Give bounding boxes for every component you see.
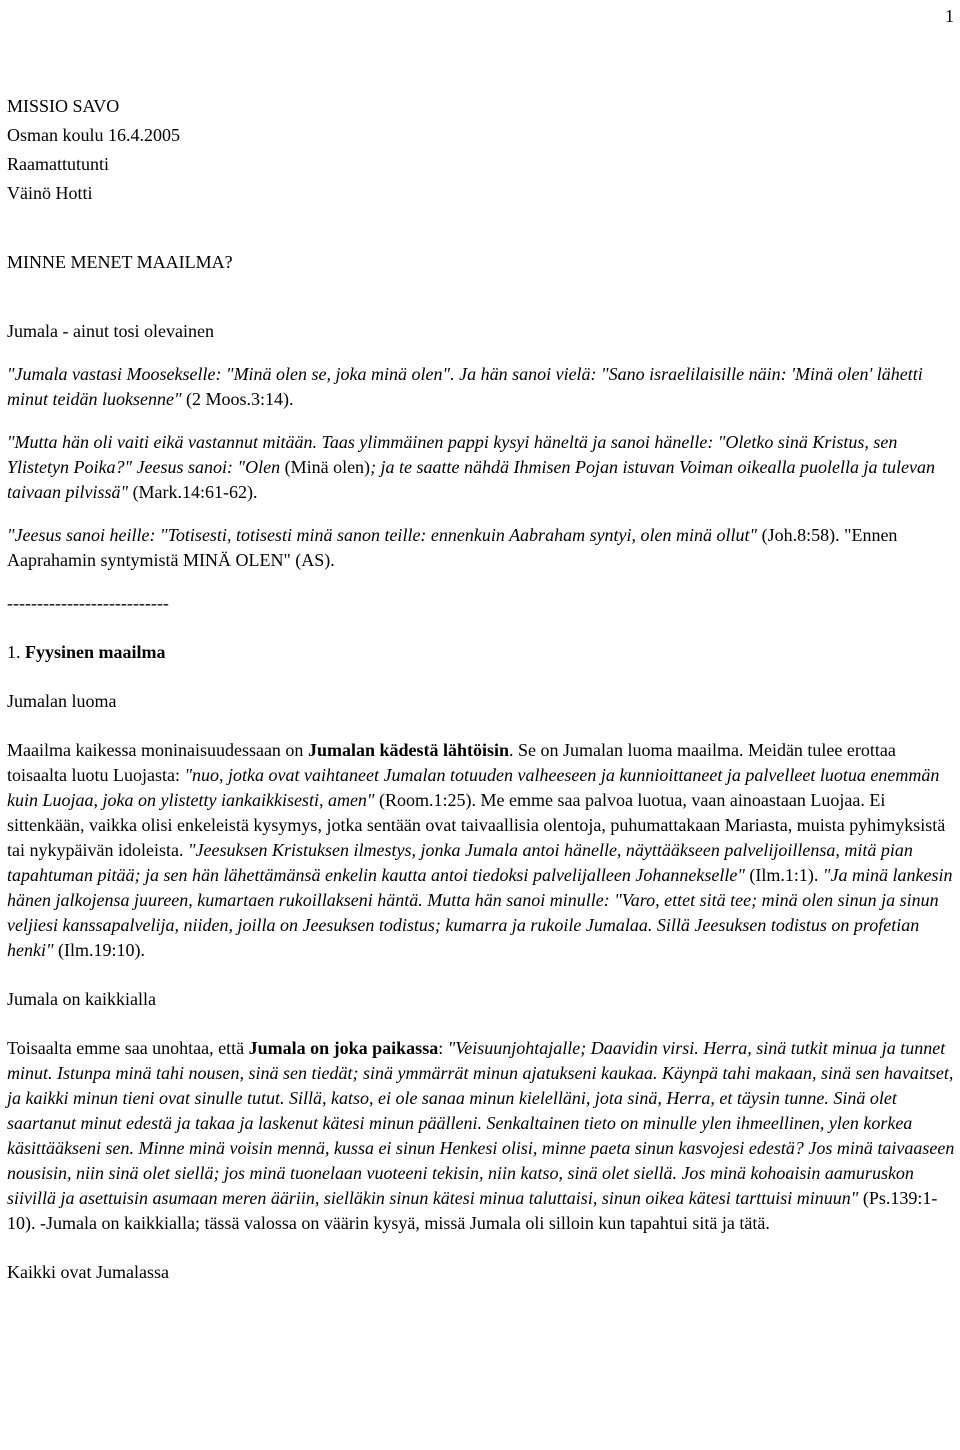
plain-text: Maailma kaikessa moninaisuudessaan on	[7, 740, 308, 760]
event-line: Osman koulu 16.4.2005	[7, 125, 180, 145]
document-title: MINNE MENET MAAILMA?	[7, 252, 233, 272]
plain-text: . Se on Jumalan luoma maailma. Meidän tulee erottaa toisaalta luotu Luojasta:	[7, 740, 896, 785]
page-number: 1	[945, 6, 954, 26]
reference: (2 Moos.3:14).	[181, 389, 294, 409]
quote-text: "Ja minä lankesin hänen jalkojensa juureen, kumartaen rukoillakseni häntä. Mutta hän sanoi minulle: "Varo, ettet sitä tee; minä olen sinun ja sinun veljiesi kanssapalvelija, niiden, joilla on Jeesuksen todistus; kumarra ja rukoile Jumalaa. Sillä Jeesuksen todistus on profetian henki"	[7, 865, 953, 960]
subheading: Kaikki ovat Jumalassa	[7, 1262, 169, 1282]
bold-text: Jumalan kädestä lähtöisin	[307, 740, 509, 760]
reference: (Joh.8:58). "Ennen Aaprahamin syntymistä MINÄ OLEN" (AS).	[7, 525, 898, 570]
paragraph	[7, 430, 957, 505]
quote-text: "nuo, jotka ovat vaihtaneet Jumalan totuuden valheeseen ja kunnioittaneet ja palvelleet luotua enemmän kuin Luojaa, joka on ylistetty iankaikkisesti, amen"	[7, 765, 940, 810]
paragraph	[7, 1036, 957, 1236]
plain-text: (Ilm.1:1).	[744, 865, 823, 885]
plain-text: (Room.1:25). Me emme saa palvoa luotua, vaan ainoastaan Luojaa. Ei sittenkään, vaikka olisi enkeleistä kysymys, jotka sentään ovat taivaallisia olentoja, puhumattakaan Mariasta, muista pyhimyksistä tai nykypäivän idoleista.	[7, 790, 946, 860]
quote-text: "Mutta hän oli vaiti eikä vastannut mitään. Taas ylimmäinen pappi kysyi häneltä ja sanoi hänelle: "Oletko sinä Kristus, sen Ylistetyn Poika?" Jeesus sanoi: "Olen	[7, 432, 898, 477]
paragraph	[7, 362, 957, 412]
quote-text: ; ja te saatte nähdä Ihmisen Pojan istuvan Voiman oikealla puolella ja tulevan taivaan pilvissä"	[7, 457, 935, 502]
bold-text: Jumala on joka paikassa	[248, 1038, 439, 1058]
document-header	[7, 92, 957, 208]
quote-text: "Jumala vastasi Moosekselle: "Minä olen se, joka minä olen". Ja hän sanoi vielä: "Sano israelilaisille näin: 'Minä olen' lähetti minut teidän luoksenne"	[7, 364, 923, 409]
plain-text: :	[438, 1038, 448, 1058]
separator-line: ---------------------------	[7, 593, 169, 613]
quote-text: "Veisuunjohtajalle; Daavidin virsi. Herra, sinä tutkit minua ja tunnet minut. Istunpa minä tahi nousen, sinä sen tiedät; sinä ymmärrät minun ajatukseni kaukaa. Käynpä tahi makaan, sinä sen havaitset, ja kaikki minun tieni ovat sinulle tutut. Sillä, katso, ei ole sanaa minun kielelläni, jota sinä, Herra, et täysin tunne. Sinä olet saartanut minut edestä ja takaa ja laskenut kätesi minun päälleni. Senkaltainen tieto on minulle ylen ihmeellinen, ylen korkea käsittääkseni sen. Minne minä voisin mennä, kussa ei sinun Henkesi olisi, minne paeta sinun kasvojesi edestä? Jos minä taivaaseen nousisin, niin sinä olet siellä; jos minä tuonelaan vuoteeni tekisin, niin katso, sinä olet siellä. Jos minä kohoaisin aamuruskon siivillä ja asettuisin asumaan meren ääriin, sielläkin sinun kätesi minua taluttaisi, sinun oikea kätesi tarttuisi minuun"	[7, 1038, 955, 1208]
plain-text: (Ilm.19:10).	[53, 940, 146, 960]
reference: (Mark.14:61-62).	[128, 482, 258, 502]
section-title: Fyysinen maailma	[25, 642, 166, 662]
document-body	[7, 92, 957, 1285]
quote-text: "Jeesuksen Kristuksen ilmestys, jonka Jumala antoi hänelle, näyttääkseen palvelijoillensa, mitä pian tapahtuman pitää; ja sen hän lähettämänsä enkelin kautta antoi tiedoksi palvelijalleen Johannekselle"	[7, 840, 913, 885]
plain-text: (Minä olen)	[280, 457, 371, 477]
event-type: Raamattutunti	[7, 154, 109, 174]
org-name: MISSIO SAVO	[7, 96, 120, 116]
subheading: Jumalan luoma	[7, 691, 117, 711]
plain-text: (Ps.139:1-10). -Jumala on kaikkialla; tässä valossa on väärin kysyä, missä Jumala oli silloin kun tapahtui sitä ja tätä.	[7, 1188, 938, 1233]
plain-text: Toisaalta emme saa unohtaa, että	[7, 1038, 249, 1058]
paragraph	[7, 738, 957, 963]
paragraph	[7, 523, 957, 573]
author-name: Väinö Hotti	[7, 183, 93, 203]
quote-text: "Jeesus sanoi heille: "Totisesti, totisesti minä sanon teille: ennenkuin Aabraham syntyi, olen minä ollut"	[7, 525, 758, 545]
subheading: Jumala on kaikkialla	[7, 989, 156, 1009]
section-heading: Jumala - ainut tosi olevainen	[7, 321, 214, 341]
section-heading	[7, 640, 957, 665]
section-number: 1.	[7, 642, 25, 662]
